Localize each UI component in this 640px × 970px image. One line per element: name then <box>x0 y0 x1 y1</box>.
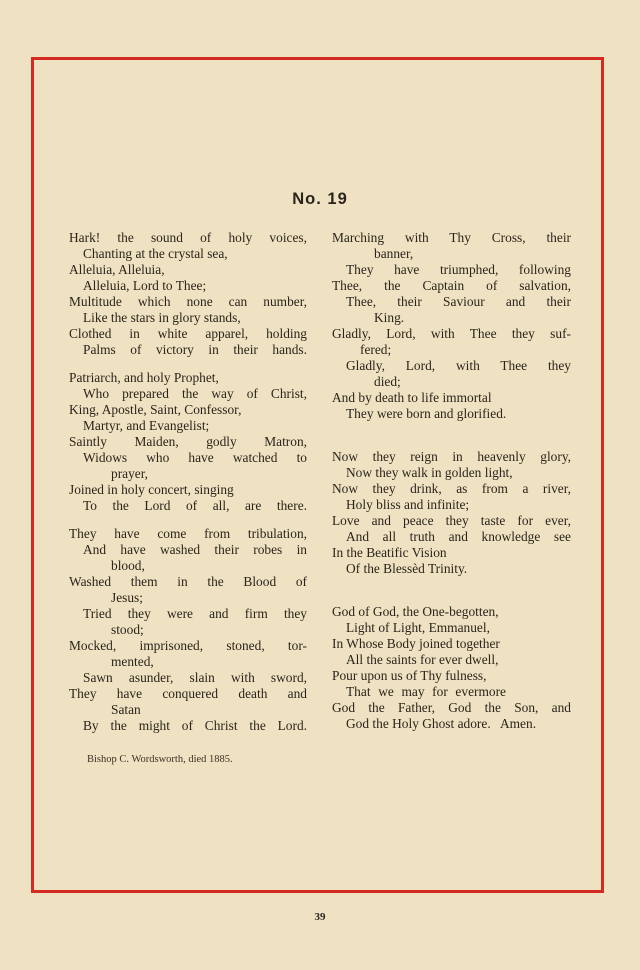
verse-line: Alleluia, Alleluia, <box>69 262 165 277</box>
verse-line: In the Beatific Vision <box>332 545 447 560</box>
verse-line: Patriarch, and holy Prophet, <box>69 370 219 385</box>
verse-line: Satan <box>111 702 141 717</box>
stanza-2 <box>69 370 307 514</box>
verse-line: Gladly, Lord, with Thee they suf- <box>332 326 571 341</box>
verse-line: prayer, <box>111 466 149 481</box>
verse-line: Washed them in the Blood of <box>69 574 307 589</box>
verse-line: mented, <box>111 654 154 669</box>
verse-line: They were born and glorified. <box>346 406 507 421</box>
verse-line: They have triumphed, following <box>346 262 571 277</box>
verse-line: And have washed their robes in <box>83 542 307 557</box>
verse-line: blood, <box>111 558 145 573</box>
verse-line: Palms of victory in their hands. <box>83 342 307 357</box>
verse-line: Now they reign in heavenly glory, <box>332 449 571 464</box>
verse-line: Love and peace they taste for ever, <box>332 513 571 528</box>
verse-line: Thee, their Saviour and their <box>346 294 571 309</box>
verse-line: God the Father, God the Son, and <box>332 700 571 715</box>
verse-line: Joined in holy concert, singing <box>69 482 234 497</box>
verse-line: In Whose Body joined together <box>332 636 500 651</box>
verse-line: Now they drink, as from a river, <box>332 481 571 496</box>
verse-line: Jesus; <box>111 590 143 605</box>
stanza-6 <box>332 604 571 732</box>
verse-line: Like the stars in glory stands, <box>83 310 241 325</box>
verse-line: Martyr, and Evangelist; <box>83 418 210 433</box>
verse-line: Holy bliss and infinite; <box>346 497 470 512</box>
right-column <box>332 230 571 732</box>
verse-line: Who prepared the way of Christ, <box>83 386 307 401</box>
verse-line: All the saints for ever dwell, <box>346 652 499 667</box>
verse-line: Mocked, imprisoned, stoned, tor- <box>69 638 307 653</box>
verse-line: fered; <box>360 342 392 357</box>
left-column <box>69 230 307 734</box>
verse-line: Pour upon us of Thy fulness, <box>332 668 487 683</box>
stanza-1 <box>69 230 307 358</box>
stanza-3 <box>69 526 307 734</box>
verse-line: Of the Blessèd Trinity. <box>346 561 468 576</box>
verse-line: They have come from tribulation, <box>69 526 307 541</box>
verse-line: To the Lord of all, are there. <box>83 498 307 513</box>
verse-line: Alleluia, Lord to Thee; <box>83 278 207 293</box>
verse-line: Gladly, Lord, with Thee they <box>346 358 571 373</box>
verse-line: And by death to life immortal <box>332 390 492 405</box>
stanza-4 <box>332 230 571 422</box>
verse-line: God of God, the One-begotten, <box>332 604 499 619</box>
verse-line: died; <box>374 374 401 389</box>
author-attribution: Bishop C. Wordsworth, died 1885. <box>87 754 233 765</box>
verse-line: Clothed in white apparel, holding <box>69 326 307 341</box>
hymn-number-title: No. 19 <box>292 190 348 208</box>
verse-line: Now they walk in golden light, <box>346 465 513 480</box>
verse-line: God the Holy Ghost adore. Amen. <box>346 716 537 731</box>
page-number: 39 <box>314 911 326 923</box>
verse-line: Tried they were and firm they <box>83 606 307 621</box>
verse-line: By the might of Christ the Lord. <box>83 718 307 733</box>
verse-line: They have conquered death and <box>69 686 307 701</box>
verse-line: Light of Light, Emmanuel, <box>346 620 490 635</box>
verse-line: stood; <box>111 622 144 637</box>
stanza-5 <box>332 449 571 577</box>
verse-line: Marching with Thy Cross, their <box>332 230 571 245</box>
verse-line: Widows who have watched to <box>83 450 307 465</box>
verse-line: Chanting at the crystal sea, <box>83 246 228 261</box>
verse-line: banner, <box>374 246 414 261</box>
verse-line: Thee, the Captain of salvation, <box>332 278 571 293</box>
verse-line: And all truth and knowledge see <box>346 529 571 544</box>
verse-line: Sawn asunder, slain with sword, <box>83 670 307 685</box>
verse-line: Multitude which none can number, <box>69 294 307 309</box>
verse-line: King. <box>374 310 405 325</box>
verse-line: Saintly Maiden, godly Matron, <box>69 434 307 449</box>
verse-line: That we may for evermore <box>346 684 506 699</box>
verse-line: Hark! the sound of holy voices, <box>69 230 307 245</box>
verse-line: King, Apostle, Saint, Confessor, <box>69 402 242 417</box>
